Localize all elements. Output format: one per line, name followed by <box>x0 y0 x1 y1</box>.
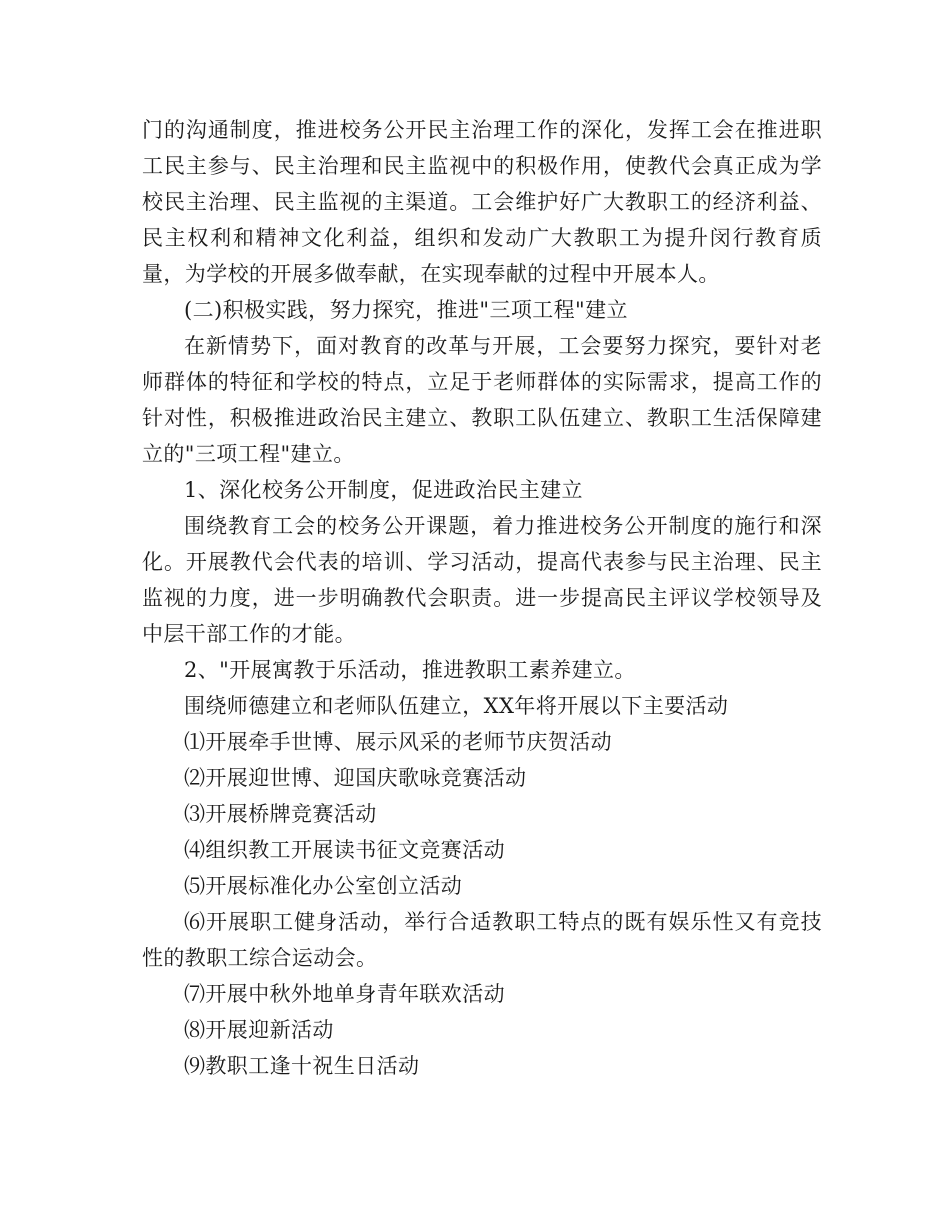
list-item: ⑷组织教工开展读书征文竞赛活动 <box>184 838 505 862</box>
subsection-heading: 1、深化校务公开制度，促进政治民主建立 <box>184 478 583 502</box>
paragraph: 围绕师德建立和老师队伍建立，XX年将开展以下主要活动 <box>184 694 729 718</box>
list-item: ⑺开展中秋外地单身青年联欢活动 <box>184 982 505 1006</box>
subsection-heading: 2、"开展寓教于乐活动，推进教职工素养建立。 <box>184 658 636 682</box>
list-item: ⑼教职工逢十祝生日活动 <box>184 1054 420 1078</box>
document-body <box>142 112 822 1084</box>
section-heading: (二)积极实践，努力探究，推进"三项工程"建立 <box>184 298 628 322</box>
list-item: ⑹开展职工健身活动，举行合适教职工特点的既有娱乐性又有竞技性的教职工综合运动会。 <box>142 910 822 970</box>
paragraph: 在新情势下，面对教育的改革与开展，工会要努力探究，要针对老师群体的特征和学校的特点，立足于老师群体的实际需求，提高工作的针对性，积极推进政治民主建立、教职工队伍建立、教职工生活保障建立的"三项工程"建立。 <box>142 334 822 466</box>
list-item: ⑵开展迎世博、迎国庆歌咏竞赛活动 <box>184 766 527 790</box>
list-item: ⑸开展标准化办公室创立活动 <box>184 874 463 898</box>
paragraph: 围绕教育工会的校务公开课题，着力推进校务公开制度的施行和深化。开展教代会代表的培训、学习活动，提高代表参与民主治理、民主监视的力度，进一步明确教代会职责。进一步提高民主评议学校领导及中层干部工作的才能。 <box>142 514 822 646</box>
paragraph-continuation: 门的沟通制度，推进校务公开民主治理工作的深化，发挥工会在推进职工民主参与、民主治理和民主监视中的积极作用，使教代会真正成为学校民主治理、民主监视的主渠道。工会维护好广大教职工的经济利益、民主权利和精神文化利益，组织和发动广大教职工为提升闵行教育质量，为学校的开展多做奉献，在实现奉献的过程中开展本人。 <box>142 118 822 286</box>
list-item: ⑻开展迎新活动 <box>184 1018 334 1042</box>
list-item: ⑴开展牵手世博、展示风采的老师节庆贺活动 <box>184 730 612 754</box>
list-item: ⑶开展桥牌竞赛活动 <box>184 802 377 826</box>
